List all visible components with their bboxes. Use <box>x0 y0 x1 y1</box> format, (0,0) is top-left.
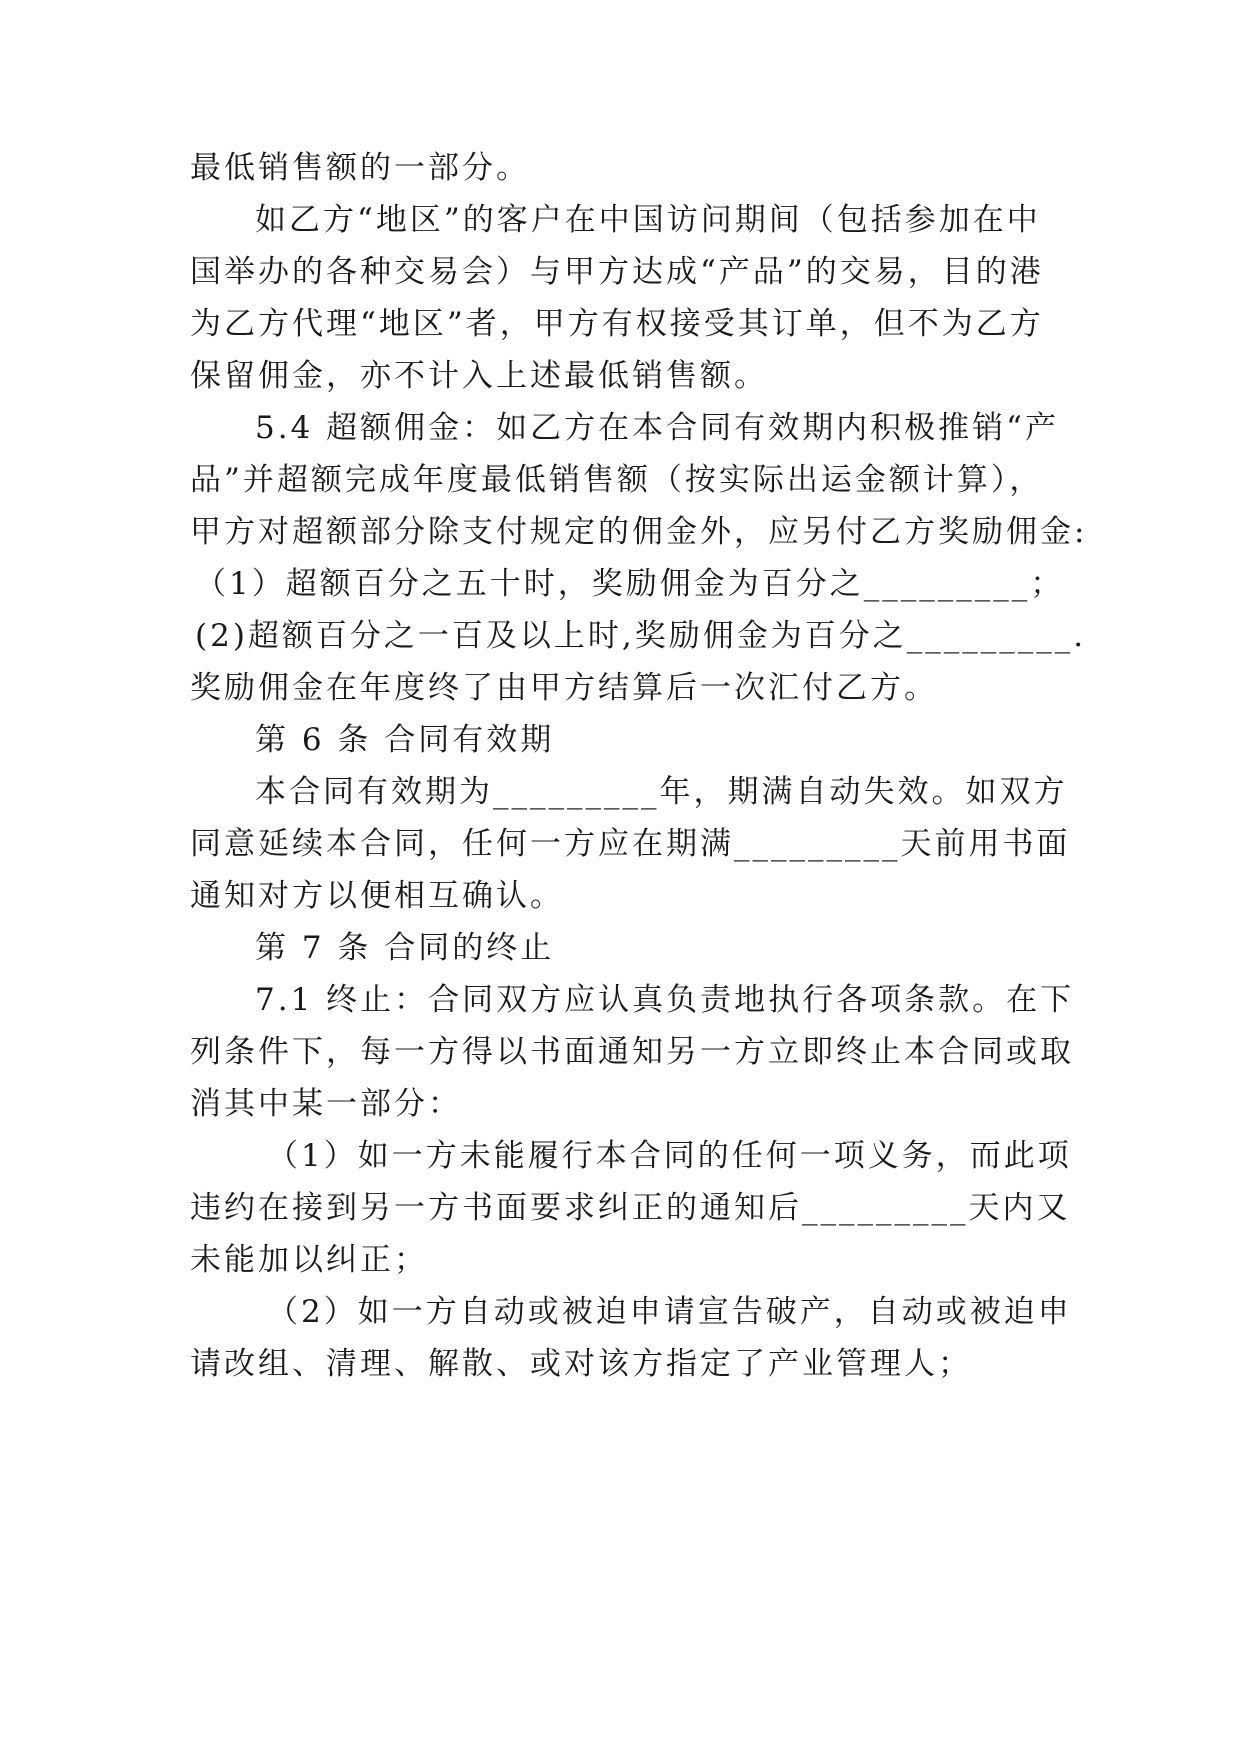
text-line: 违约在接到另一方书面要求纠正的通知后_________天内又 <box>190 1190 1071 1226</box>
text-line: 5.4 超额佣金：如乙方在本合同有效期内积极推销“产 <box>255 410 1060 446</box>
text-line: 7.1 终止：合同双方应认真负责地执行各项条款。在下 <box>255 982 1075 1018</box>
text-line: (2)超额百分之一百及以上时,奖励佣金为百分之_________. <box>195 618 1087 654</box>
text-line: 通知对方以便相互确认。 <box>190 878 564 914</box>
text-line: 本合同有效期为_________年，期满自动失效。如双方 <box>255 774 1068 810</box>
section-heading: 第 7 条 合同的终止 <box>255 930 555 966</box>
text-line: 请改组、清理、解散、或对该方指定了产业管理人； <box>190 1346 972 1382</box>
text-line: 品”并超额完成年度最低销售额（按实际出运金额计算）， <box>190 462 1044 498</box>
text-line: （1）超额百分之五十时，奖励佣金为百分之_________； <box>195 566 1065 602</box>
text-line: 如乙方“地区”的客户在中国访问期间（包括参加在中 <box>255 202 1041 238</box>
text-line: 列条件下，每一方得以书面通知另一方立即终止本合同或取 <box>190 1034 1074 1070</box>
text-line: 保留佣金，亦不计入上述最低销售额。 <box>190 358 768 394</box>
text-line: （1）如一方未能履行本合同的任何一项义务，而此项 <box>267 1138 1072 1174</box>
text-line: 同意延续本合同，任何一方应在期满_________天前用书面 <box>190 826 1071 862</box>
text-line: （2）如一方自动或被迫申请宣告破产，自动或被迫申 <box>267 1294 1072 1330</box>
text-line: 为乙方代理“地区”者，甲方有权接受其订单，但不为乙方 <box>190 306 1044 342</box>
text-line: 未能加以纠正； <box>190 1242 428 1278</box>
text-line: 国举办的各种交易会）与甲方达成“产品”的交易，目的港 <box>190 254 1044 290</box>
text-line: 消其中某一部分： <box>190 1086 462 1122</box>
text-line: 甲方对超额部分除支付规定的佣金外，应另付乙方奖励佣金: <box>190 514 1088 550</box>
text-line: 奖励佣金在年度终了由甲方结算后一次汇付乙方。 <box>190 670 938 706</box>
section-heading: 第 6 条 合同有效期 <box>255 722 555 758</box>
text-line: 最低销售额的一部分。 <box>190 150 530 186</box>
